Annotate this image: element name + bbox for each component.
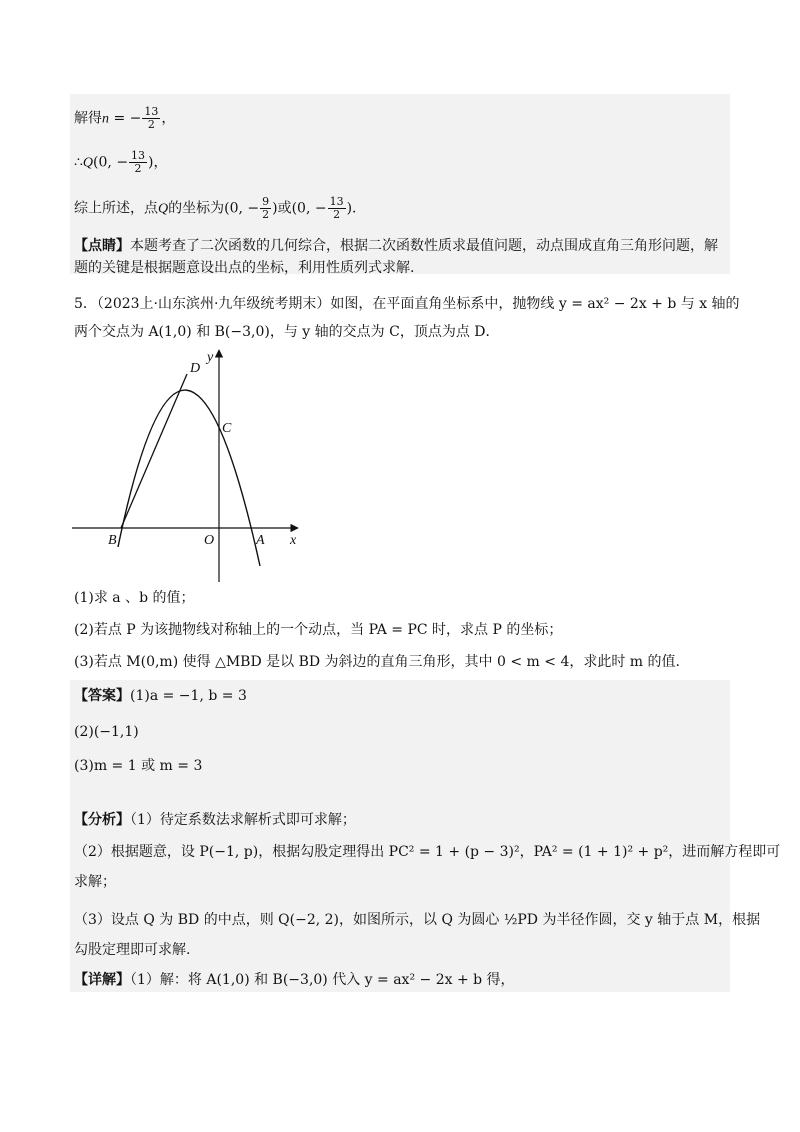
detail-line: 【详解】（1）解：将 A(1,0) 和 B(−3,0) 代入 y = ax² − 2x + b 得，	[74, 972, 515, 988]
dianjing-line-1: 【点睛】本题考查了二次函数的几何综合，根据二次函数性质求最值问题，动点围成直角三角形问题，解	[74, 238, 718, 254]
fraction: $\frac{13}{2}$	[131, 149, 146, 175]
analysis-line-2: （2）根据题意，设 P(−1, p)，根据勾股定理得出 PC² = 1 + (p − 3)²，PA² = (1 + 1)² + p²，进而解方程即可	[74, 844, 781, 860]
solution-line-summary: 综上所述，点Q的坐标为(0, − $\frac{9}{2}$ )或(0, − $\frac{13}{2}$ )．	[74, 195, 367, 221]
fraction: $\frac{13}{2}$	[144, 105, 159, 131]
question-3: (3)若点 M(0,m) 使得 △MBD 是以 BD 为斜边的直角三角形，其中 0 < m < 4，求此时 m 的值.	[74, 654, 680, 670]
analysis-line-3b: 勾股定理即可求解.	[74, 942, 191, 958]
question-2: (2)若点 P 为该抛物线对称轴上的一个动点，当 PA = PC 时，求点 P 的坐标；	[74, 622, 563, 638]
detail-tag: 【详解】	[74, 972, 130, 988]
label-x: x	[290, 533, 297, 548]
problem-line-2: 两个交点为 A(1,0) 和 B(−3,0)，与 y 轴的交点为 C，顶点为点 D．	[74, 324, 500, 340]
segment-bd	[121, 374, 187, 528]
label-y: y	[207, 350, 214, 365]
answer-line-2: (2)(−1,1)	[74, 724, 139, 740]
fraction: $\frac{9}{2}$	[262, 195, 270, 221]
parabola-figure	[60, 344, 300, 584]
answer-line-3: (3)m = 1 或 m = 3	[74, 758, 203, 774]
label-c: C	[222, 421, 232, 436]
label-origin: O	[204, 533, 215, 548]
analysis-line-1: 【分析】（1）待定系数法求解析式即可求解；	[74, 812, 356, 828]
solution-line-n: 解得n = − $\frac{13}{2}$ ，	[74, 105, 176, 131]
parabola-curve	[118, 390, 260, 566]
solution-line-q: ∴Q(0, − $\frac{13}{2}$ )，	[74, 149, 168, 175]
label-a: A	[256, 533, 265, 548]
label-b: B	[108, 533, 117, 548]
answer-line-1: 【答案】(1)a = −1, b = 3	[74, 688, 247, 704]
answer-tag: 【答案】	[74, 688, 130, 704]
fraction: $\frac{13}{2}$	[329, 195, 344, 221]
dianjing-tag: 【点睛】	[74, 238, 130, 254]
problem-line-1: 5．（2023上·山东滨州·九年级统考期末）如图，在平面直角坐标系中，抛物线 y = ax² − 2x + b 与 x 轴的	[74, 296, 740, 312]
dianjing-line-2: 题的关键是根据题意设出点的坐标，利用性质列式求解.	[74, 260, 415, 276]
label-d: D	[190, 361, 201, 376]
question-1: (1)求 a 、b 的值；	[74, 590, 195, 606]
analysis-line-3: （3）设点 Q 为 BD 的中点，则 Q(−2, 2)，如图所示，以 Q 为圆心 ½PD 为半径作圆，交 y 轴于点 M，根据	[74, 912, 761, 928]
analysis-line-2b: 求解；	[74, 874, 116, 890]
analysis-tag: 【分析】	[74, 812, 130, 828]
